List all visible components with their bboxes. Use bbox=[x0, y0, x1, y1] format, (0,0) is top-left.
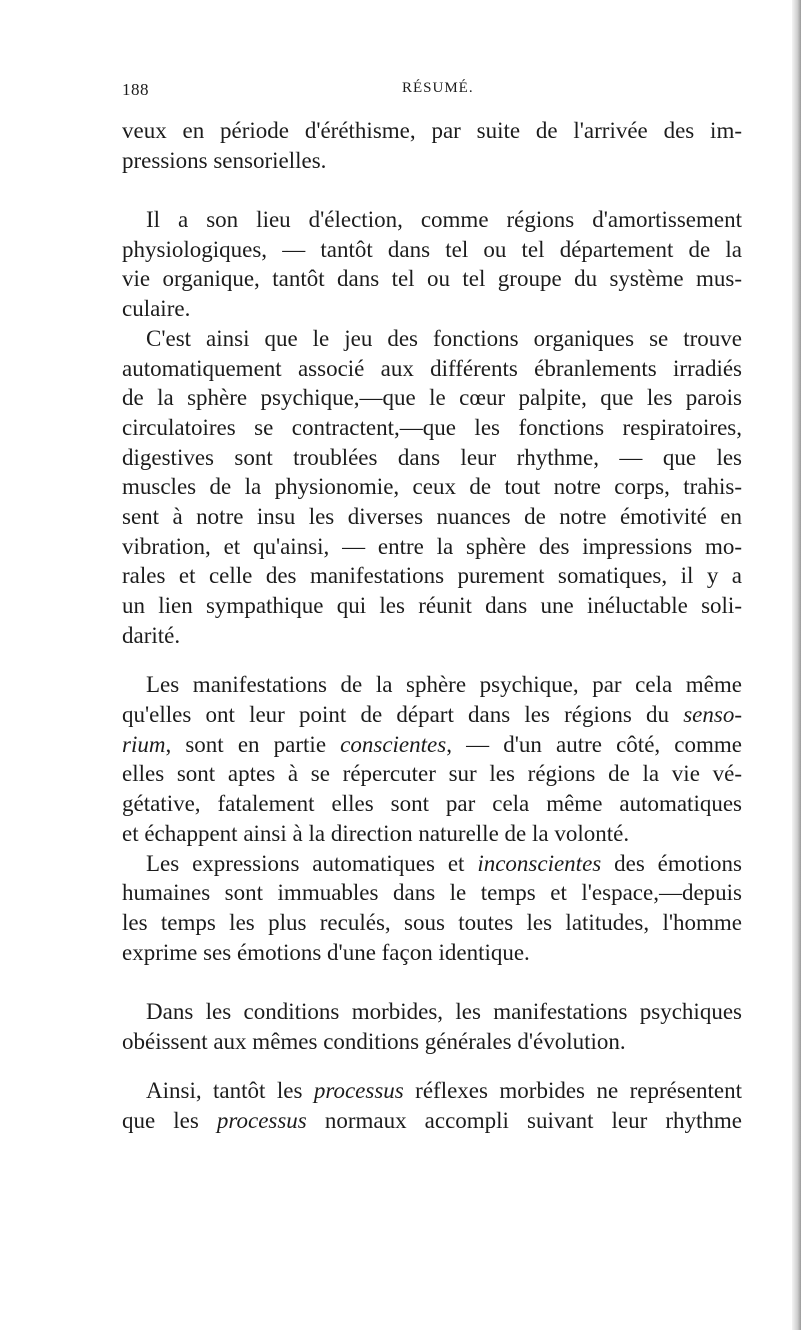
text-line: et échappent ainsi à la direction naturelle de la volonté. bbox=[122, 820, 630, 846]
text-line: de la sphère psychique,—que le cœur palpite, que les parois bbox=[122, 385, 742, 411]
text-line: vie organique, tantôt dans tel ou tel groupe du système mus- bbox=[122, 266, 742, 292]
text-line: gétative, fatalement elles sont par cela même automatiques bbox=[122, 791, 742, 817]
text-line: Dans les conditions morbides, les manifestations psychiques bbox=[146, 998, 742, 1024]
text-line: digestives sont troublées dans leur rhythme, — que les bbox=[122, 444, 742, 470]
text-line: sent à notre insu les diverses nuances de notre émotivité en bbox=[122, 503, 742, 529]
page-edge-shadow bbox=[792, 0, 801, 1330]
text-line: culaire. bbox=[122, 296, 191, 322]
text-line: veux en période d'éréthisme, par suite de l'arrivée des im- bbox=[122, 118, 742, 143]
page-number: 188 bbox=[122, 80, 149, 99]
text-line: muscles de la physionomie, ceux de tout notre corps, trahis- bbox=[122, 474, 742, 500]
text-line: pressions sensorielles. bbox=[122, 147, 327, 173]
text-line: rales et celle des manifestations purement somatiques, il y a bbox=[122, 563, 742, 589]
page-header bbox=[122, 80, 742, 100]
text-line: vibration, et qu'ainsi, — entre la sphère des impressions mo- bbox=[122, 533, 742, 559]
running-head: RÉSUMÉ. bbox=[402, 80, 474, 96]
text-line: automatiquement associé aux différents ébranlements irradiés bbox=[122, 355, 742, 381]
text-line: elles sont aptes à se répercuter sur les régions de la vie vé- bbox=[122, 761, 742, 787]
text-line: darité. bbox=[122, 622, 181, 648]
text-line: Les expressions automatiques et inconscientes des émotions bbox=[146, 850, 742, 876]
text-line: qu'elles ont leur point de départ dans les régions du senso- bbox=[122, 702, 742, 728]
text-line: Ainsi, tantôt les processus réflexes morbides ne représentent bbox=[146, 1078, 742, 1104]
text-line: humaines sont immuables dans le temps et l'espace,—depuis bbox=[122, 880, 742, 906]
text-line: C'est ainsi que le jeu des fonctions organiques se trouve bbox=[146, 325, 742, 351]
text-line: rium, sont en partie conscientes, — d'un autre côté, comme bbox=[122, 731, 742, 757]
text-line: les temps les plus reculés, sous toutes les latitudes, l'homme bbox=[122, 909, 742, 935]
text-line: un lien sympathique qui les réunit dans une inéluctable soli- bbox=[122, 593, 742, 618]
text-line: Les manifestations de la sphère psychique, par cela même bbox=[146, 672, 742, 698]
text-line: que les processus normaux accompli suivant leur rhythme bbox=[122, 1108, 742, 1133]
text-line: exprime ses émotions d'une façon identique. bbox=[122, 939, 530, 965]
body-text bbox=[122, 116, 742, 1136]
text-line: obéissent aux mêmes conditions générales d'évolution. bbox=[122, 1028, 626, 1054]
text-line: circulatoires se contractent,—que les fonctions respiratoires, bbox=[122, 414, 742, 440]
text-line: physiologiques, — tantôt dans tel ou tel département de la bbox=[122, 236, 742, 262]
text-line: Il a son lieu d'élection, comme régions d'amortissement bbox=[146, 207, 742, 233]
